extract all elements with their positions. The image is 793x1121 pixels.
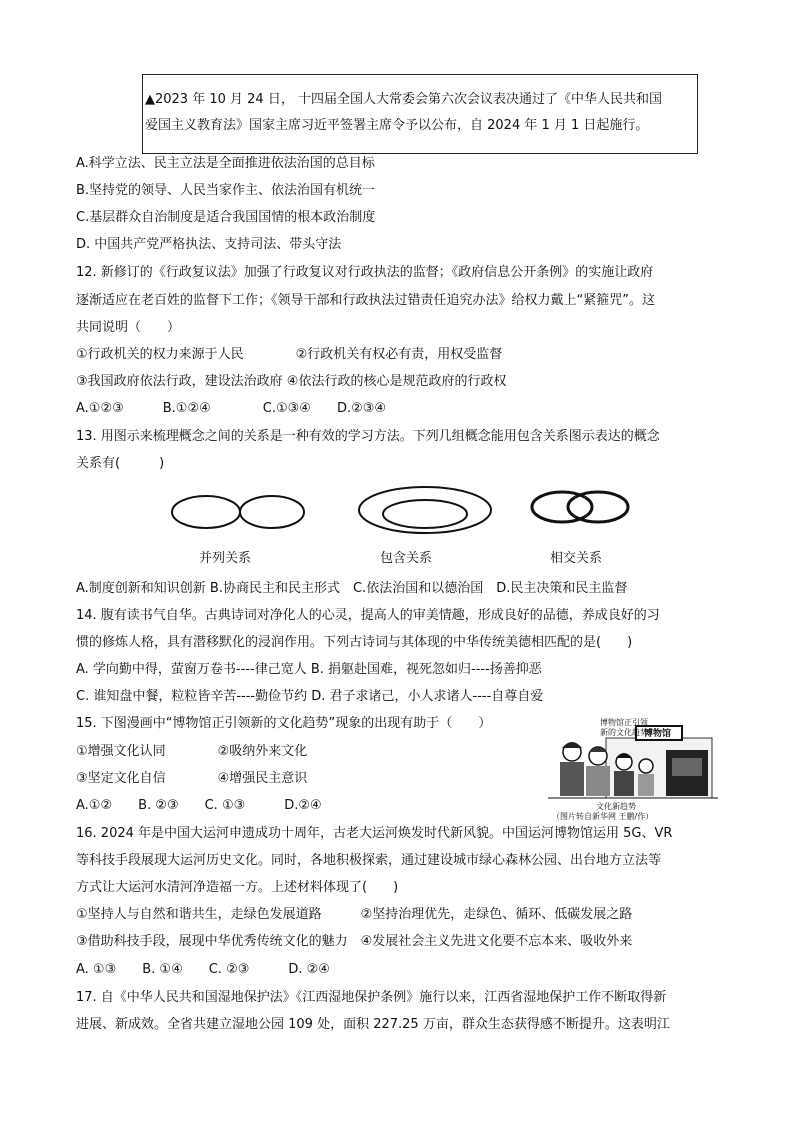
q11-option-b: B.坚持党的领导、人民当家作主、依法治国有机统一 — [76, 183, 376, 198]
q14-stem-line-2: 惯的修炼人格，具有潜移默化的浸润作用。下列古诗词与其体现的中华传统美德相匹配的是( ) — [76, 635, 633, 650]
cartoon-caption-top-1: 博物馆正引领 — [600, 718, 648, 727]
concept-relationship-diagram — [160, 484, 640, 580]
q15-statements-1: ①增强文化认同 ②吸纳外来文化 — [76, 744, 308, 759]
intersect-ellipse-left — [532, 492, 592, 522]
q16-options: A. ①③ B. ①④ C. ②③ D. ②④ — [76, 962, 330, 977]
cartoon-caption-top-2: 新的文化趋势 — [600, 728, 648, 737]
q15-options: A.①② B. ②③ C. ①③ D.②④ — [76, 798, 322, 813]
q12-statements-1: ①行政机关的权力来源于人民 ②行政机关有权必有责，用权受监督 — [76, 347, 503, 362]
q16-stem-line-3: 方式让大运河水清河净造福一方。上述材料体现了( ) — [76, 880, 399, 895]
q13-options: A.制度创新和知识创新 B.协商民主和民主形式 C.依法治国和以德治国 D.民主决策和民主监督 — [76, 581, 628, 596]
containment-ellipse-outer — [359, 487, 491, 533]
q13-stem-line-1: 13. 用图示来梳理概念之间的关系是一种有效的学习方法。下列几组概念能用包含关系图示表达的概念 — [76, 429, 660, 444]
notice-line-1: ▲2023 年 10 月 24 日， 十四届全国人大常委会第六次会议表决通过了《中华人民共和国 — [145, 92, 662, 107]
intersect-ellipse-right — [568, 492, 628, 522]
q12-stem-line-2: 逐渐适应在老百姓的监督下工作；《领导干部和行政执法过错责任追究办法》给权力戴上“紧箍咒”。这 — [76, 293, 655, 308]
q11-option-d: D. 中国共产党严格执法、支持司法、带头守法 — [76, 237, 342, 252]
notice-line-2: 爱国主义教育法》国家主席习近平签署主席令予以公布，自 2024 年 1 月 1 日起施行。 — [145, 118, 649, 133]
parallel-ellipse-right — [240, 496, 304, 528]
news-notice-box — [142, 74, 698, 154]
q12-statements-2: ③我国政府依法行政，建设法治政府 ④依法行政的核心是规范政府的行政权 — [76, 374, 507, 389]
q12-stem-line-1: 12. 新修订的《行政复议法》加强了行政复议对行政执法的监督；《政府信息公开条例》的实施让政府 — [76, 265, 654, 280]
q11-option-c: C.基层群众自治制度是适合我国国情的根本政治制度 — [76, 210, 376, 225]
diagram-label-containment: 包含关系 — [380, 551, 433, 566]
q16-stem-line-2: 等科技手段展现大运河历史文化。同时，各地积极探索，通过建设城市绿心森林公园、出台地方立法等 — [76, 853, 662, 868]
cartoon-title: 文化新趋势 — [596, 802, 636, 811]
cartoon-credit: （图片转自新华网 王鹏/作） — [552, 812, 654, 821]
q16-statements-1: ①坚持人与自然和谐共生，走绿色发展道路 ②坚持治理优先，走绿色、循环、低碳发展之路 — [76, 907, 633, 922]
q14-options-cd: C. 谁知盘中餐，粒粒皆辛苦----勤俭节约 D. 君子求诸己，小人求诸人----自尊自爱 — [76, 689, 544, 704]
q12-options: A.①②③ B.①②④ C.①③④ D.②③④ — [76, 401, 387, 416]
q12-stem-line-3: 共同说明（ ） — [76, 320, 181, 335]
q16-stem-line-1: 16. 2024 年是中国大运河申遗成功十周年，古老大运河焕发时代新风貌。中国运河博物馆运用 5G、VR — [76, 826, 673, 841]
diagram-label-intersect: 相交关系 — [550, 551, 603, 566]
q14-options-ab: A. 学向勤中得，萤窗万卷书----律己宽人 B. 捐躯赴国难，视死忽如归----扬善抑恶 — [76, 662, 542, 677]
q17-stem-line-2: 进展、新成效。全省共建立湿地公园 109 处，面积 227.25 万亩，群众生态获得感不断提升。这表明江 — [76, 1017, 670, 1032]
q15-stem: 15. 下图漫画中“博物馆正引领新的文化趋势”现象的出现有助于（ ） — [76, 716, 492, 731]
q11-option-a: A.科学立法、民主立法是全面推进依法治国的总目标 — [76, 156, 375, 171]
q17-stem-line-1: 17. 自《中华人民共和国湿地保护法》《江西湿地保护条例》施行以来，江西省湿地保护工作不断取得新 — [76, 990, 667, 1005]
museum-cartoon — [548, 718, 718, 822]
diagram-label-parallel: 并列关系 — [199, 551, 252, 566]
q15-statements-2: ③坚定文化自信 ④增强民主意识 — [76, 771, 308, 786]
cartoon-museum-sign: 博物馆 — [644, 729, 672, 739]
q13-stem-line-2: 关系有( ) — [76, 456, 165, 471]
parallel-ellipse-left — [172, 496, 240, 528]
containment-ellipse-inner — [383, 500, 467, 528]
q16-statements-2: ③借助科技手段，展现中华优秀传统文化的魅力 ④发展社会主义先进文化要不忘本来、吸收外来 — [76, 934, 633, 949]
q14-stem-line-1: 14. 腹有读书气自华。古典诗词对净化人的心灵，提高人的审美情趣，形成良好的品德，养成良好的习 — [76, 608, 660, 623]
